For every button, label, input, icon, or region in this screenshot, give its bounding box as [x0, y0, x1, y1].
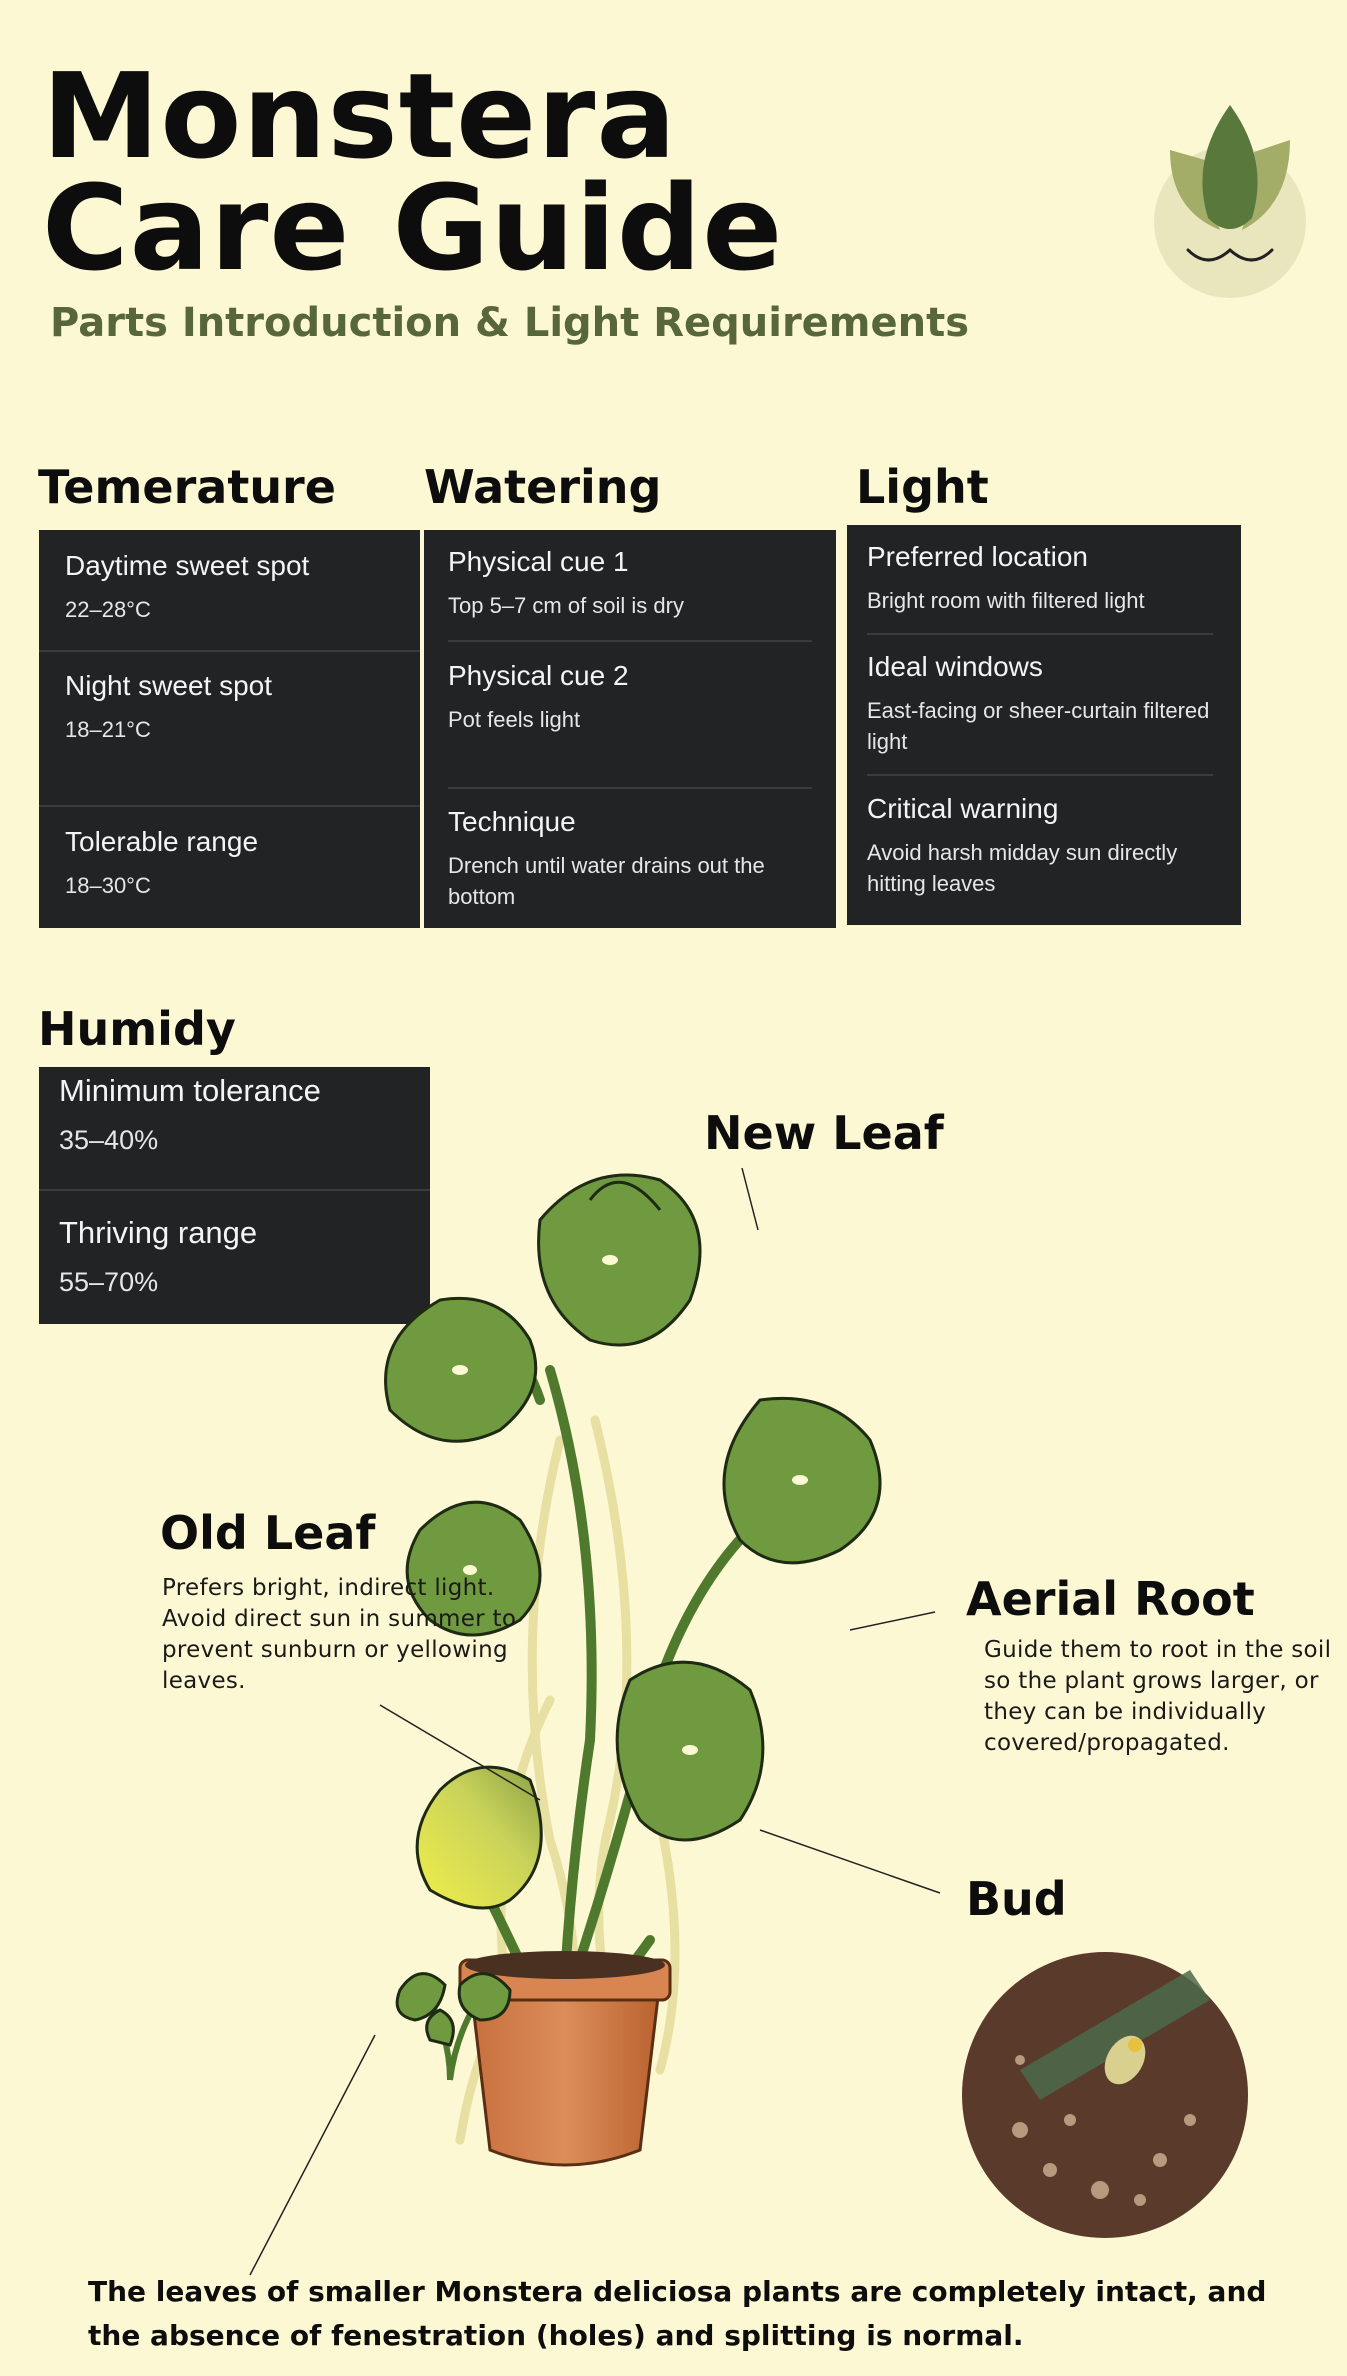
humidity-item — [59, 1215, 406, 1298]
light-item — [867, 651, 1221, 757]
watering-item-value: Drench until water drains out the bottom — [448, 853, 765, 909]
temperature-item — [65, 670, 396, 745]
temperature-item — [65, 826, 396, 901]
light-item-label: Ideal windows — [867, 651, 1043, 682]
divider — [867, 633, 1213, 635]
aerial-root-text: Guide them to root in the soil so the plant grows larger, or they can be individually covered/propagated. — [984, 1637, 1332, 1756]
divider — [867, 774, 1213, 776]
title-line-1: Monstera — [42, 47, 677, 185]
light-item-value: Bright room with filtered light — [867, 588, 1145, 613]
temperature-item-value: 18–21°C — [65, 717, 151, 742]
watering-item-label: Physical cue 1 — [448, 546, 629, 577]
light-item-value: Avoid harsh midday sun directly hitting leaves — [867, 840, 1178, 896]
watering-heading: Watering — [424, 460, 662, 514]
watering-item-value: Pot feels light — [448, 707, 581, 732]
temperature-item-value: 22–28°C — [65, 597, 151, 622]
humidity-item — [59, 1073, 406, 1156]
temperature-item-label: Tolerable range — [65, 826, 259, 857]
temperature-item-label: Daytime sweet spot — [65, 550, 310, 581]
watering-item — [448, 806, 812, 912]
watering-item — [448, 546, 812, 621]
humidity-item-label: Thriving range — [59, 1215, 258, 1250]
humidity-heading: Humidy — [38, 1002, 236, 1056]
divider — [39, 650, 420, 652]
small-plant-illustration — [360, 1960, 540, 2090]
light-item-value: East-facing or sheer-curtain filtered light — [867, 698, 1210, 754]
light-item — [867, 541, 1221, 616]
humidity-item-label: Minimum tolerance — [59, 1073, 321, 1108]
temperature-card — [39, 530, 420, 928]
watering-card — [424, 530, 836, 928]
aerial-root-title: Aerial Root — [966, 1572, 1255, 1626]
temperature-item — [65, 550, 396, 625]
temperature-item-label: Night sweet spot — [65, 670, 272, 701]
old-leaf-title: Old Leaf — [160, 1506, 376, 1560]
bud-title: Bud — [966, 1872, 1067, 1926]
new-leaf-title: New Leaf — [704, 1106, 944, 1160]
watering-item — [448, 660, 812, 735]
light-item-label: Critical warning — [867, 793, 1059, 824]
watering-item-label: Technique — [448, 806, 576, 837]
divider — [39, 805, 420, 807]
divider — [448, 640, 812, 642]
page-title — [42, 47, 784, 297]
light-item-label: Preferred location — [867, 541, 1089, 572]
footer-note: The leaves of smaller Monstera deliciosa plants are completely intact, and the absence of fenestration (holes) and splitting is normal. — [88, 2275, 1267, 2352]
bud-photo — [960, 1950, 1250, 2240]
watering-item-value: Top 5–7 cm of soil is dry — [448, 593, 684, 618]
light-heading: Light — [856, 460, 989, 514]
watering-item-label: Physical cue 2 — [448, 660, 629, 691]
humidity-item-value: 55–70% — [59, 1267, 159, 1297]
light-card — [847, 525, 1241, 925]
light-item — [867, 793, 1221, 899]
sprout-logo-icon — [1150, 100, 1310, 310]
title-line-2: Care Guide — [42, 159, 784, 297]
humidity-item-value: 35–40% — [59, 1125, 159, 1155]
divider — [448, 787, 812, 789]
old-leaf-text: Prefers bright, indirect light. Avoid direct sun in summer to prevent sunburn or yellowing leaves. — [162, 1575, 517, 1694]
page-subtitle: Parts Introduction & Light Requirements — [50, 300, 970, 346]
temperature-heading: Temerature — [38, 460, 336, 514]
temperature-item-value: 18–30°C — [65, 873, 151, 898]
